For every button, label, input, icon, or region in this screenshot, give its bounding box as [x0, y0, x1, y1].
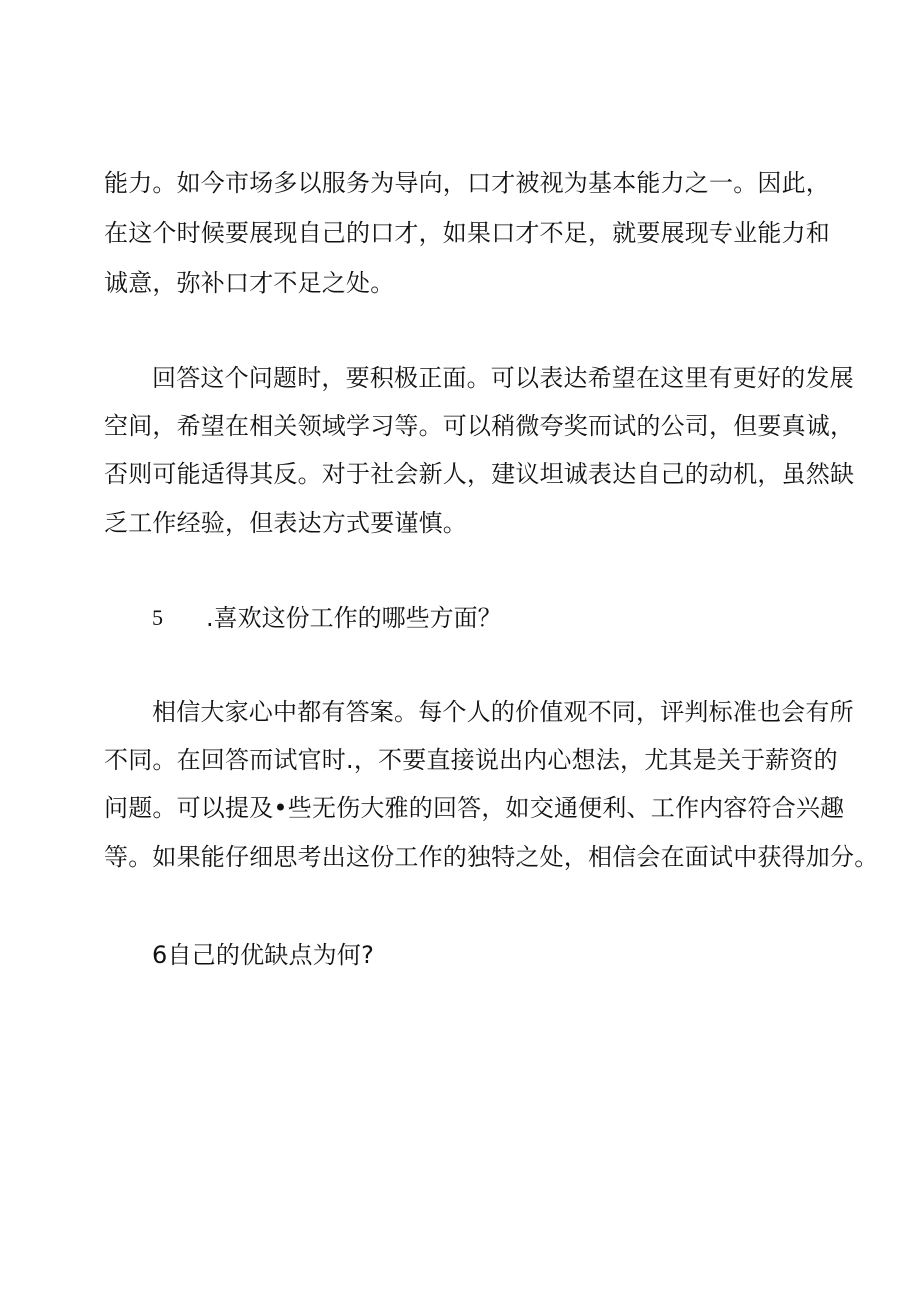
paragraph-line: 在这个时候要展现自己的口才，如果口才不足，就要展现专业能力和: [104, 219, 830, 247]
paragraph-line: 空间，希望在相关领域学习等。可以稍微夸奖而试的公司，但要真诚，: [104, 412, 855, 440]
paragraph-line: 诚意，弥补口才不足之处。: [104, 269, 395, 297]
paragraph-line: 相信大家心中都有答案。每个人的价值观不同，评判标准也会有所: [152, 698, 854, 726]
paragraph-line: 否则可能适得其反。对于社会新人，建议坦诚表达自己的动机，虽然缺: [104, 460, 855, 488]
question-number: 5: [152, 605, 163, 630]
paragraph-line: 能力。如今市场多以服务为导向，口才被视为基本能力之一。因此，: [104, 169, 830, 197]
paragraph-line: 问题。可以提及•些无伤大雅的回答，如交通便利、工作内容符合兴趣: [104, 794, 845, 822]
question-6-heading: 6自己的优缺点为何?: [152, 941, 375, 969]
paragraph-line: 乏工作经验，但表达方式要谨慎。: [104, 509, 467, 537]
paragraph-line: 回答这个问题时，要积极正面。可以表达希望在这里有更好的发展: [152, 364, 854, 392]
paragraph-line: 不同。在回答而试官时.，不要直接说出内心想法，尤其是关于薪资的: [104, 746, 838, 774]
question-text: .喜欢这份工作的哪些方面？: [206, 604, 502, 632]
paragraph-line: 等。如果能仔细思考出这份工作的独特之处，相信会在面试中获得加分。: [104, 843, 879, 871]
